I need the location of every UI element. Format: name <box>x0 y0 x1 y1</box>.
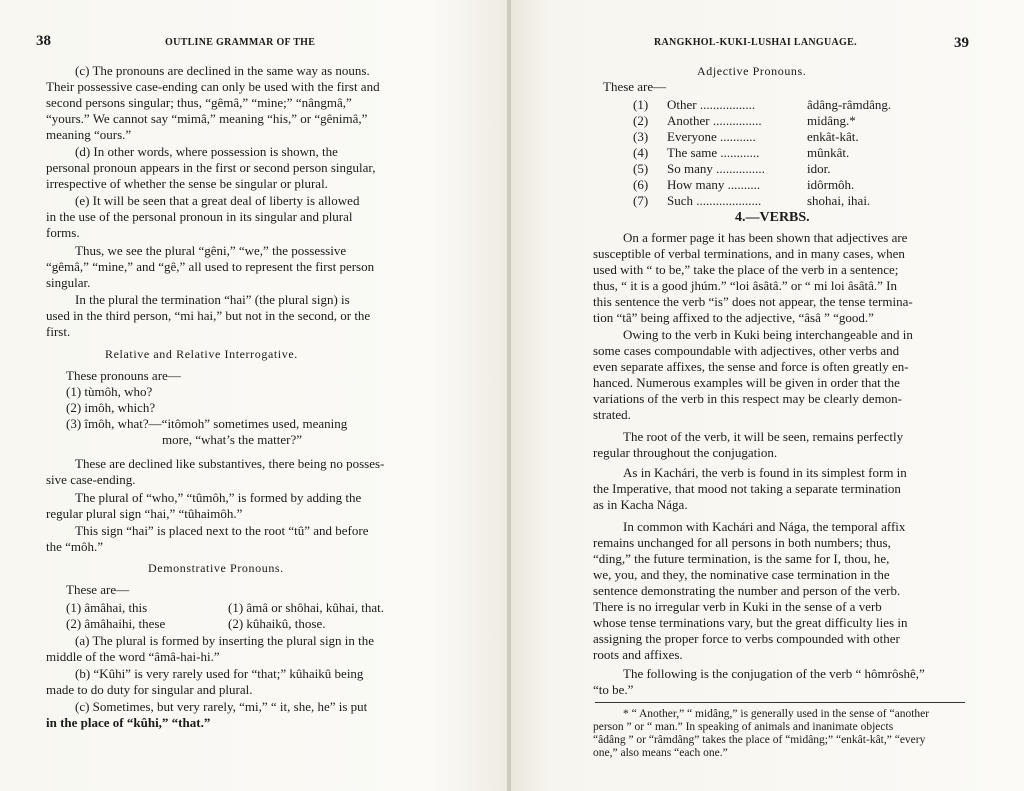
list-item: (3) îmôh, what?—“itômoh” sometimes used, meaning <box>66 416 348 431</box>
list-item: (1) âmâ or shôhai, kûhai, that. <box>228 600 384 615</box>
list-item: (1) tùmôh, who? <box>66 384 153 399</box>
page-number: 39 <box>954 35 969 51</box>
list-item: more, “what’s the matter?” <box>162 432 303 447</box>
page-number: 38 <box>36 33 51 49</box>
section-heading-verbs: 4.—VERBS. <box>735 210 810 225</box>
footnote-divider <box>595 702 965 703</box>
list-item: (2) âmâhaihi, these <box>66 616 166 631</box>
section-heading-adjective: Adjective Pronouns. <box>697 64 807 78</box>
section-heading-relative: Relative and Relative Interrogative. <box>105 347 298 361</box>
running-title: OUTLINE GRAMMAR OF THE <box>165 37 316 48</box>
left-page: 38 OUTLINE GRAMMAR OF THE (c) The pronouns are declined in the same way as nouns. Their possessive case-ending can only be used with the first and second persons singular; thus, “gêmâ,” “mine;” “nângmâ,” “yours.” We cannot say “mimâ,” meaning “his,” or “gênimâ,” meaning “ours.” (d) In other words, where possession is shown, the personal pronoun appears in the first or second person singular, irrespective of whether the sense be singular or plural. (e) It will be seen that a great deal of liberty is allowed in the use of the personal pronoun in its singular and plural forms. Thus, we see the plural “gêni,” “we,” the possessive “gêmâ,” “mine,” and “gê,” all used to represent the first person singular. In the plural the termination “hai” (the plural sign) is used in the third person, “mi hai,” but not in the second, or the first. Relative and Relative Interrogative. These pronouns are— (1) tùmôh, who? (2) imôh, which? (3) îmôh, what?—“itômoh” sometimes used, meaning more, “what’s the matter?” These are declined like substantives, there being no posses- sive case-ending. The plural of “who,” “tûmôh,” is formed by adding the regular plural sign “hai,” “tûhaimôh.” This sign “hai” is placed next to the root “tû” and before the “môh.” Demonstrative Pronouns. These are— (1) âmâhai, this (1) âmâ or shôhai, kûhai, that. (2) âmâhaihi, these (2) kûhaikû, those. (a) The plural is formed by inserting the plural sign in the middle of the word “âmâ-hai-hi.” (b) “Kûhi” is very rarely used for “that;” kûhaikû being made to do duty for singular and plural. (c) Sometimes, but very rarely, “mi,” “ it, she, he” is put in the place of “kûhi,” “that.” <box>0 0 509 791</box>
intro-line: These pronouns are— <box>66 368 181 383</box>
list-item: (2) kûhaikû, those. <box>228 616 326 631</box>
list-item: (2) imôh, which? <box>66 400 156 415</box>
running-title: RANGKHOL-KUKI-LUSHAI LANGUAGE. <box>654 37 857 48</box>
intro-line: These are— <box>66 582 130 597</box>
section-heading-demonstrative: Demonstrative Pronouns. <box>148 561 284 575</box>
right-page: RANGKHOL-KUKI-LUSHAI LANGUAGE. 39 Adjective Pronouns. These are— (1) Other ................. âdâng-râmdâng. (2) Another ............... midâng.* (3) Everyone ........... enkât-kât. (4) The same ............ mûnkât. (5) So many ............... idor. (6) How many .......... idôrmôh. (7) Such .................... shohai, ihai. 4.—VERBS. On a former page it has been shown that adjectives are susceptible of verbal terminations, and in many cases, when used with “ to be,” take the place of the verb in a sentence; thus, “ it is a good jhúm.” “loi âsâtâ.” or “ mi loi âsâtâ.” In this sentence the verb “is” does not appear, the tense termina- tion “tâ” being affixed to the adjective, “âsâ ” “good.” Owing to the verb in Kuki being interchangeable and in some cases compoundable with adjectives, other verbs and even separate affixes, the sense and force is often greatly en- hanced. Numerous examples will be given in order that the variations of the verb in this respect may be clearly demon- strated. The root of the verb, it will be seen, remains perfectly regular throughout the conjugation. As in Kachári, the verb is found in its simplest form in the Imperative, that mood not taking a separate termination as in Kacha Nága. In common with Kachári and Nága, the temporal affix remains unchanged for all persons in both numbers; thus, “ding,” the future termination, is the same for I, thou, he, we, you, and they, the nominative case termination in the sentence demonstrating the number and person of the verb. There is no irregular verb in Kuki in the sense of a verb whose tense terminations vary, but the great difficulty lies in assigning the proper force to verbs compounded with other roots and affixes. The following is the conjugation of the verb “ hômrôshê,” “to be.” * “ Another,” “ midâng,” is generally used in the sense of “another person ” or “ man.” In speaking of animals and inanimate objects “âdâng ” or “râmdâng” takes the place of “midâng;” “enkât-kât,” “every one,” also means “each one.” <box>511 0 1024 791</box>
intro-line: These are— <box>603 79 667 94</box>
list-item: (1) âmâhai, this <box>66 600 148 615</box>
